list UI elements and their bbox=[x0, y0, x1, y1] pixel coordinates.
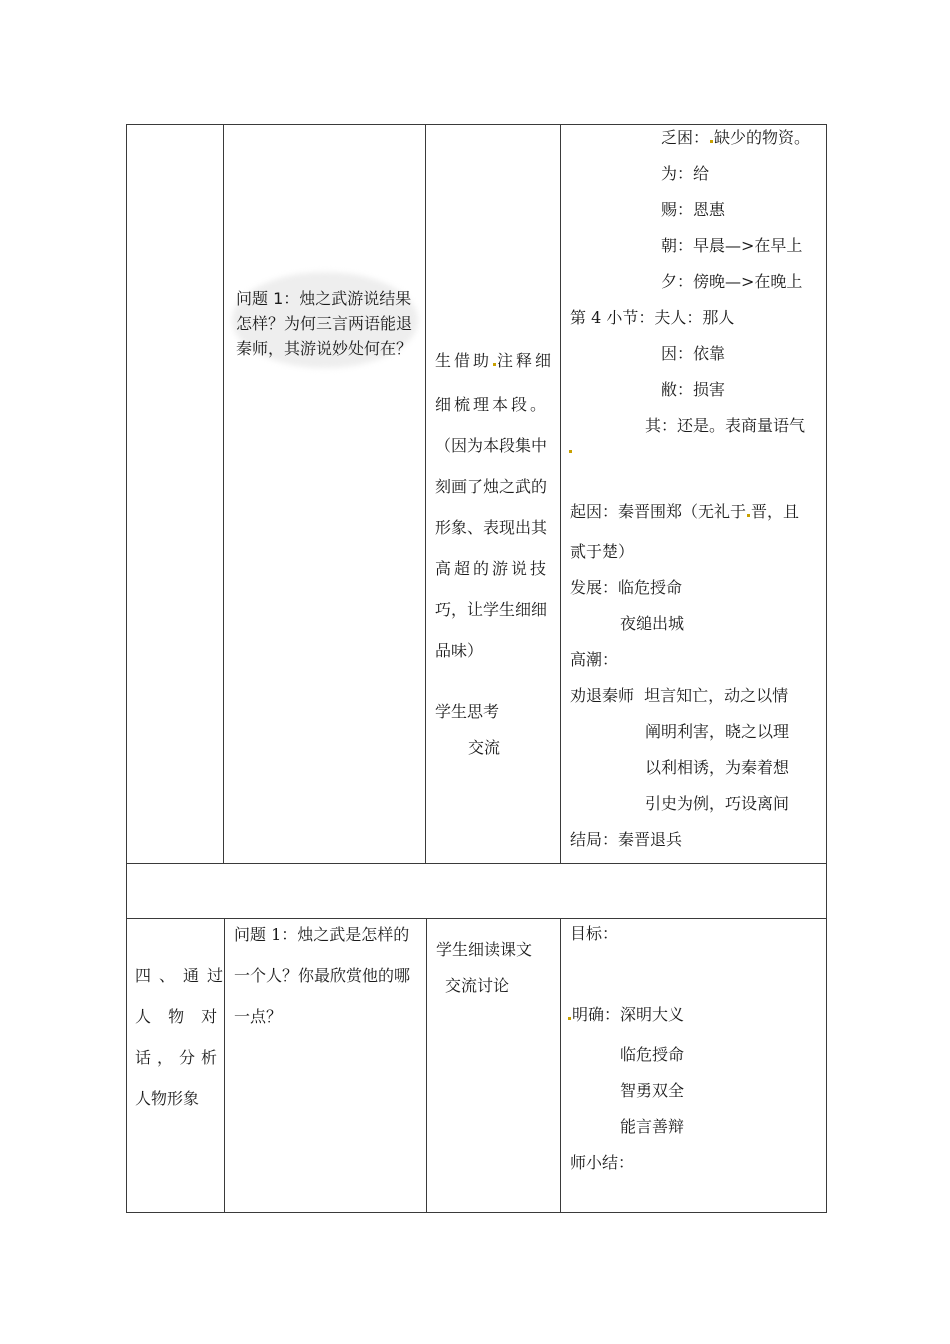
column-divider-3-top bbox=[560, 124, 561, 864]
marker-dot bbox=[710, 140, 713, 143]
activity-line-2: 细梳理本段。 bbox=[435, 395, 550, 414]
notes-line-14: 高潮： bbox=[570, 650, 619, 669]
activity-line-7: 巧，让学生细细 bbox=[435, 600, 548, 619]
notes-line-16: 阐明利害，晓之以理 bbox=[645, 722, 790, 741]
activity-line-4: 刻画了烛之武的 bbox=[435, 477, 548, 496]
goals-line-5: 能言善辩 bbox=[620, 1117, 685, 1136]
notes-line-10b: 晋，且 bbox=[751, 502, 800, 521]
column-divider-2-top bbox=[425, 124, 426, 864]
activity-line-1 bbox=[435, 351, 554, 371]
question2-line-1: 问题 1：烛之武是怎样的 bbox=[234, 925, 410, 944]
activity2-line-2: 交流讨论 bbox=[445, 976, 510, 995]
step-line-2: 人 物 对 bbox=[135, 1007, 224, 1026]
activity-line-1a: 生借助 bbox=[435, 351, 493, 370]
notes-line-19: 结局：秦晋退兵 bbox=[570, 830, 683, 849]
activity2-line-1: 学生细读课文 bbox=[436, 940, 533, 959]
activity-line-1b: 注释细 bbox=[497, 351, 555, 370]
notes-line-10 bbox=[570, 502, 799, 522]
notes-line-1 bbox=[661, 128, 810, 148]
notes-line-18: 引史为例，巧设离间 bbox=[645, 794, 790, 813]
table-border-left bbox=[126, 124, 127, 1213]
activity-line-3: （因为本段集中 bbox=[435, 436, 548, 455]
goals-line-2-text: 明确：深明大义 bbox=[572, 1005, 685, 1024]
goals-line-3: 临危授命 bbox=[620, 1045, 685, 1064]
question-line-3: 秦师，其游说妙处何在？ bbox=[236, 339, 413, 358]
goals-line-1: 目标： bbox=[570, 924, 619, 943]
step-line-1: 四、通过 bbox=[135, 966, 232, 985]
notes-line-7: 因：依靠 bbox=[661, 344, 726, 363]
activity-line-5: 形象、表现出其 bbox=[435, 518, 548, 537]
notes-line-5: 夕：傍晚—>在晚上 bbox=[661, 272, 803, 291]
notes-line-6: 第 4 小节：夫人：那人 bbox=[570, 308, 735, 327]
marker-dot-line bbox=[568, 438, 573, 458]
step-line-3: 话，分析 bbox=[135, 1048, 224, 1067]
activity-line-9: 学生思考 bbox=[435, 702, 500, 721]
notes-line-12: 发展：临危授命 bbox=[570, 578, 683, 597]
goals-line-4: 智勇双全 bbox=[620, 1081, 685, 1100]
activity-line-8: 品味） bbox=[435, 641, 484, 660]
question2-line-2: 一个人？你最欣赏他的哪 bbox=[234, 966, 411, 985]
notes-line-13: 夜缒出城 bbox=[620, 614, 685, 633]
notes-line-4: 朝：早晨—>在早上 bbox=[661, 236, 803, 255]
notes-line-8: 敝：损害 bbox=[661, 380, 726, 399]
marker-dot bbox=[493, 363, 496, 366]
question-line-1: 问题 1：烛之武游说结果 bbox=[236, 289, 412, 308]
activity-line-10: 交流 bbox=[468, 738, 501, 757]
notes-line-2: 为：给 bbox=[661, 164, 710, 183]
question-line-2: 怎样？为何三言两语能退 bbox=[236, 314, 413, 333]
column-divider-1-top bbox=[223, 124, 224, 864]
notes-line-11: 贰于楚） bbox=[570, 542, 635, 561]
marker-dot bbox=[568, 1017, 571, 1020]
goals-line-2 bbox=[567, 1005, 684, 1025]
notes-line-1b: 缺少的物资。 bbox=[714, 128, 811, 147]
notes-line-9: 其：还是。表商量语气 bbox=[645, 416, 806, 435]
table-border-bottom bbox=[126, 1212, 827, 1213]
column-divider-1-bottom bbox=[224, 918, 225, 1213]
notes-line-10a: 起因：秦晋围郑（无礼于 bbox=[570, 502, 747, 521]
table-border-right bbox=[826, 124, 827, 1213]
notes-line-3: 赐：恩惠 bbox=[661, 200, 726, 219]
notes-line-15: 劝退秦师 坦言知亡，动之以情 bbox=[570, 686, 789, 705]
marker-dot bbox=[747, 514, 750, 517]
column-divider-3-bottom bbox=[560, 918, 561, 1213]
step-line-4: 人物形象 bbox=[135, 1089, 200, 1108]
activity-line-6: 高超的游说技 bbox=[435, 559, 550, 578]
marker-dot bbox=[569, 450, 572, 453]
row-divider-1 bbox=[126, 863, 827, 864]
notes-line-1a: 乏困： bbox=[661, 128, 710, 147]
table-border-top bbox=[126, 124, 827, 125]
column-divider-2-bottom bbox=[426, 918, 427, 1213]
goals-line-6: 师小结： bbox=[570, 1153, 635, 1172]
notes-line-17: 以利相诱，为秦着想 bbox=[645, 758, 790, 777]
row-divider-2 bbox=[126, 918, 827, 919]
question2-line-3: 一点？ bbox=[234, 1007, 283, 1026]
